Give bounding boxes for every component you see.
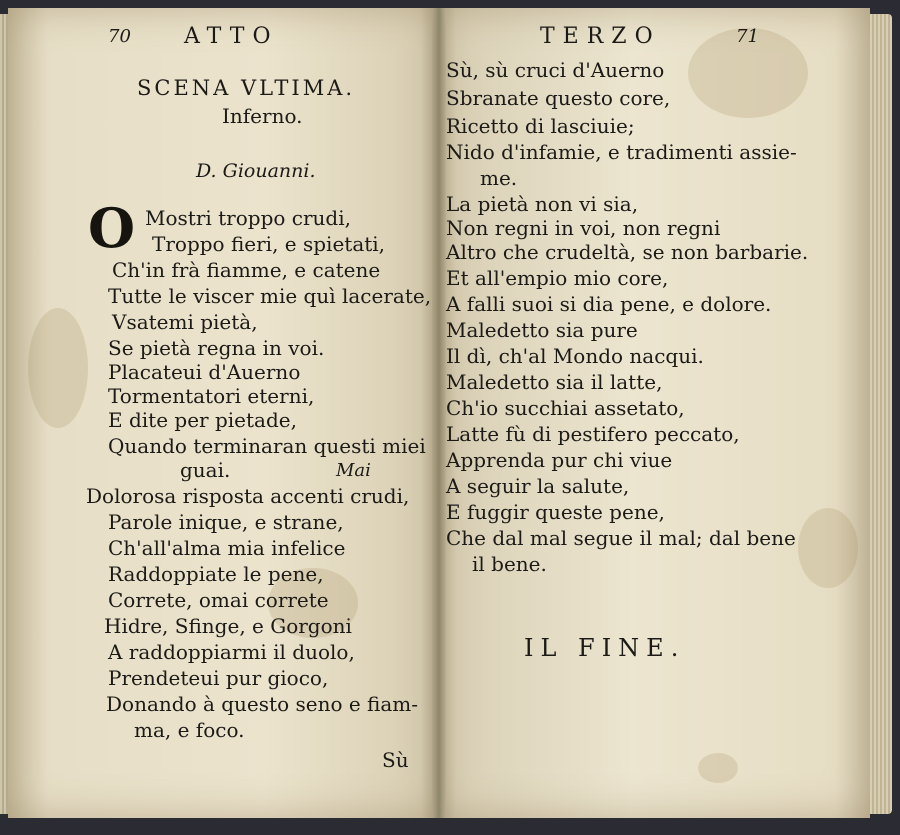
verse-line: Sù, sù cruci d'Auerno: [446, 58, 665, 82]
verse-line: Correte, omai correte: [108, 588, 329, 612]
verse-line: Vsatemi pietà,: [112, 310, 258, 334]
verse-line: Quando terminaran questi miei: [108, 434, 426, 458]
verse-line: Ricetto di lasciuie;: [446, 114, 635, 138]
verse-line: Tutte le viscer mie quì lacerate,: [108, 284, 432, 308]
verse-line: E fuggir queste pene,: [446, 500, 665, 524]
verse-line: il bene.: [472, 552, 547, 576]
verse-line: Troppo fieri, e spietati,: [152, 232, 386, 256]
verse-line: La pietà non vi sia,: [446, 192, 639, 216]
verse-line: E dite per pietade,: [108, 408, 297, 432]
scene-title: SCENA VLTIMA.: [137, 76, 356, 100]
verse-line: Raddoppiate le pene,: [108, 562, 324, 586]
verse-line: A falli suoi si dia pene, e dolore.: [446, 292, 772, 316]
verse-line: Apprenda pur chi viue: [446, 448, 673, 472]
paper-stain: [28, 308, 88, 428]
end-colophon: IL FINE.: [524, 634, 686, 662]
verse-line: Ch'io succhiai assetato,: [446, 396, 685, 420]
verse-line: A raddoppiarmi il duolo,: [108, 640, 355, 664]
verse-line: ma, e foco.: [134, 718, 245, 742]
verse-line: Non regni in voi, non regni: [446, 216, 721, 240]
verse-line: Che dal mal segue il mal; dal bene: [446, 526, 796, 550]
verse-line: Sbranate questo core,: [446, 86, 671, 110]
verse-line: me.: [480, 166, 518, 190]
page-number-right: 71: [736, 26, 759, 47]
echo-reply: Mai: [336, 460, 371, 481]
verse-line: Dolorosa risposta accenti crudi,: [86, 484, 410, 508]
running-head-left: ATTO: [184, 24, 279, 49]
verse-line: Donando à questo seno e fiam-: [106, 692, 419, 716]
catchword: Sù: [382, 748, 409, 772]
running-head-right: TERZO: [540, 24, 661, 49]
paper-stain: [798, 508, 858, 588]
drop-cap: O: [88, 196, 136, 260]
verse-line: guai.: [180, 458, 231, 482]
page-number-left: 70: [108, 26, 131, 47]
scene-setting: Inferno.: [222, 104, 303, 128]
verse-line: Ch'in frà fiamme, e catene: [112, 258, 381, 282]
verse-line: Placateui d'Auerno: [108, 360, 301, 384]
verse-line: Hidre, Sfinge, e Gorgoni: [104, 614, 352, 638]
verse-line: Et all'empio mio core,: [446, 266, 669, 290]
verse-line: Tormentatori eterni,: [108, 384, 315, 408]
speaker-name: D. Giouanni.: [196, 160, 316, 182]
verse-line: Latte fù di pestifero peccato,: [446, 422, 740, 446]
verse-line: Altro che crudeltà, se non barbarie.: [446, 240, 809, 264]
verse-line: Maledetto sia il latte,: [446, 370, 663, 394]
verse-line: Se pietà regna in voi.: [108, 336, 325, 360]
verse-line: Nido d'infamie, e tradimenti assie-: [446, 140, 797, 164]
verse-line: Ch'all'alma mia infelice: [108, 536, 346, 560]
verse-line: Il dì, ch'al Mondo nacqui.: [446, 344, 704, 368]
right-page-edges: [870, 14, 892, 814]
verse-line: Maledetto sia pure: [446, 318, 638, 342]
paper-stain: [698, 753, 738, 783]
verse-line: Mostri troppo crudi,: [145, 206, 351, 230]
verse-line: Parole inique, e strane,: [108, 510, 344, 534]
verse-line: Prendeteui pur gioco,: [108, 666, 329, 690]
verse-line: A seguir la salute,: [446, 474, 630, 498]
book-gutter: [432, 8, 446, 818]
